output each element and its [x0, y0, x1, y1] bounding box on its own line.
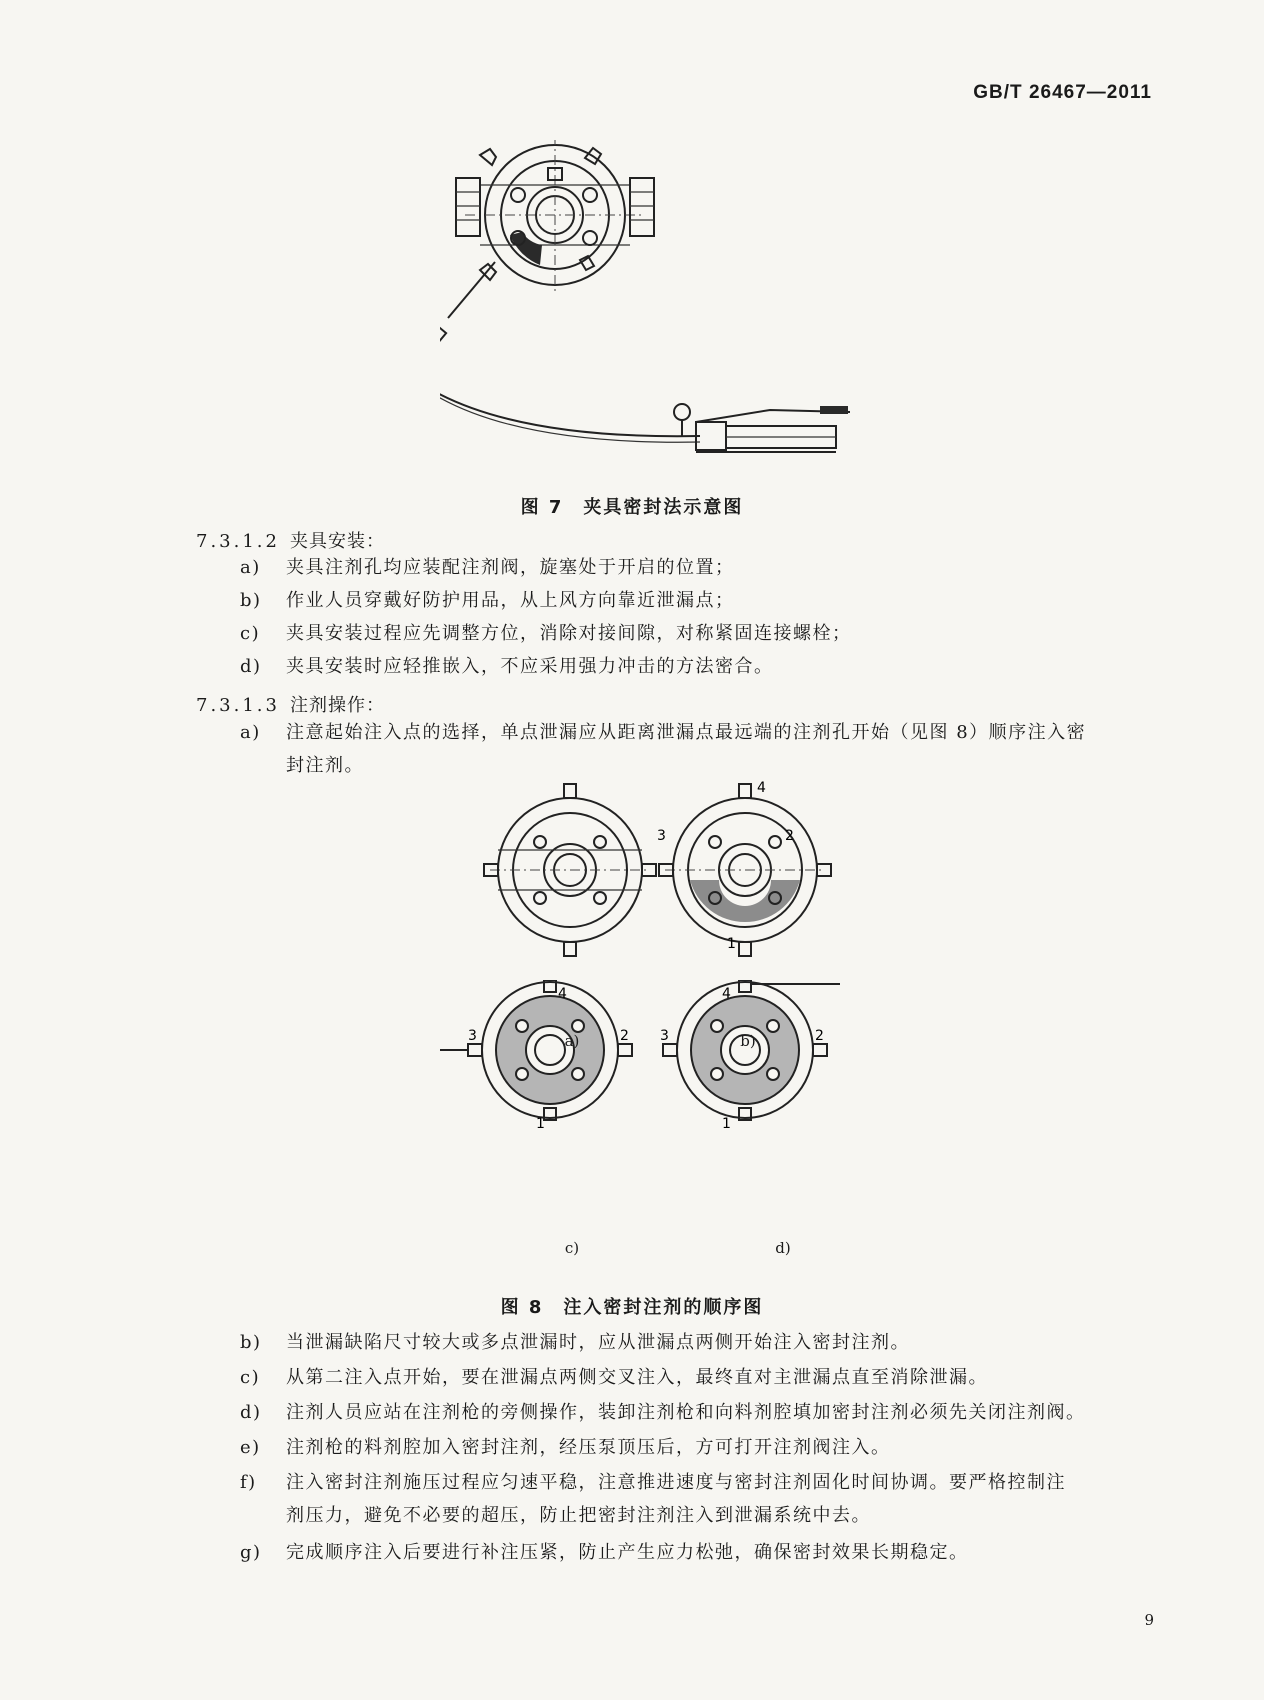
list-item: d) 注剂人员应站在注剂枪的旁侧操作，装卸注剂枪和向料剂腔填加密封注剂必须先关闭注剂阀。 — [240, 1402, 1086, 1423]
list-item: c) 夹具安装过程应先调整方位，消除对接间隙，对称紧固连接螺栓； — [240, 623, 852, 644]
figure8-diagram-d — [650, 980, 850, 1130]
list-item: c) 从第二注入点开始，要在泄漏点两侧交叉注入，最终直对主泄漏点直至消除泄漏。 — [240, 1367, 988, 1388]
subfigure-label-a: a) — [564, 1032, 580, 1050]
section-number: 7.3.1.3 — [196, 695, 280, 716]
list-item: f) 注入密封注剂施压过程应匀速平稳，注意推进速度与密封注剂固化时间协调。要严格控制注 剂压力，避免不必要的超压，防止把密封注剂注入到泄漏系统中去。 — [240, 1472, 1066, 1526]
section-number: 7.3.1.2 — [196, 531, 280, 552]
list-item: b) 当泄漏缺陷尺寸较大或多点泄漏时，应从泄漏点两侧开始注入密封注剂。 — [240, 1332, 910, 1353]
section-7312-heading — [196, 527, 385, 553]
figure8-diagram-a — [480, 770, 660, 970]
point-label: 2 — [620, 1028, 629, 1044]
list-item: a) 注意起始注入点的选择，单点泄漏应从距离泄漏点最远端的注剂孔开始（见图 8）顺序注入密 封注剂。 — [240, 722, 1087, 776]
list-item: a) 夹具注剂孔均应装配注剂阀，旋塞处于开启的位置； — [240, 557, 735, 578]
injection-gun — [440, 262, 700, 442]
point-label: 2 — [785, 828, 794, 844]
list-item: g) 完成顺序注入后要进行补注压紧，防止产生应力松弛，确保密封效果长期稳定。 — [240, 1542, 969, 1563]
document-code: GB/T 26467—2011 — [973, 82, 1152, 103]
point-label: 3 — [660, 1028, 669, 1044]
point-label: 3 — [468, 1028, 477, 1044]
list-item: d) 夹具安装时应轻推嵌入，不应采用强力冲击的方法密合。 — [240, 656, 774, 677]
point-label: 1 — [722, 1116, 731, 1130]
page-number: 9 — [1144, 1611, 1154, 1629]
figure7-clamp-diagram — [440, 140, 960, 505]
point-label: 2 — [815, 1028, 824, 1044]
point-label: 3 — [657, 828, 666, 844]
hand-pump — [674, 404, 850, 452]
point-label: 4 — [757, 780, 766, 796]
section-title: 夹具安装： — [289, 531, 385, 552]
figure8-diagram-b — [655, 770, 835, 970]
list-item: e) 注剂枪的料剂腔加入密封注剂，经压泵顶压后，方可打开注剂阀注入。 — [240, 1437, 891, 1458]
point-label: 1 — [727, 936, 736, 952]
point-label: 1 — [536, 1116, 545, 1130]
figure8-caption: 图 8 注入密封注剂的顺序图 — [500, 1297, 764, 1318]
section-7313-heading — [196, 691, 385, 717]
subfigure-label-b: b) — [740, 1032, 756, 1050]
figure8-diagram-c — [440, 980, 640, 1130]
subfigure-label-c: c) — [564, 1239, 580, 1257]
point-label: 4 — [722, 986, 731, 1002]
list-item: b) 作业人员穿戴好防护用品，从上风方向靠近泄漏点； — [240, 590, 735, 611]
section-title: 注剂操作： — [289, 695, 385, 716]
subfigure-label-d: d) — [775, 1239, 791, 1257]
figure7-caption: 图 7 夹具密封法示意图 — [520, 497, 744, 518]
point-label: 4 — [558, 986, 567, 1002]
